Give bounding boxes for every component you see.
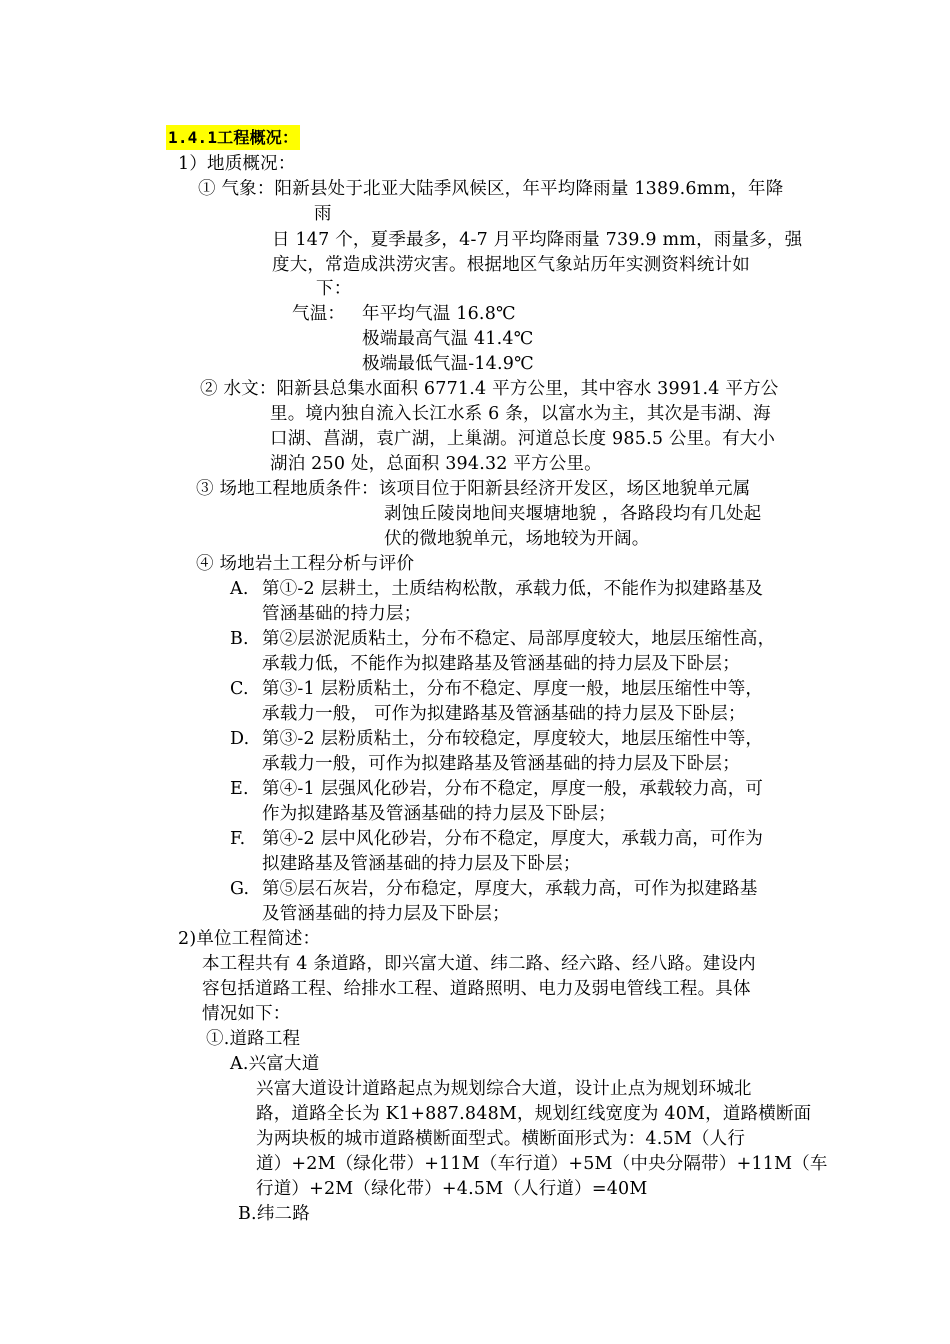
analysis-b-line-1: 第②层淤泥质粘土，分布不稳定、局部厚度较大，地层压缩性高，: [262, 629, 776, 649]
site-line-2: 剥蚀丘陵岗地间夹堰塘地貌 ，各路段均有几处起: [384, 504, 762, 524]
unit-title: 2)单位工程简述：: [178, 929, 321, 949]
hydro-line-1: ② 水文：阳新县总集水面积 6771.4 平方公里，其中容水 3991.4 平方公: [200, 379, 779, 399]
analysis-letter-b: B.: [230, 629, 249, 649]
road-a-line-2: 路，道路全长为 K1+887.848M，规划红线宽度为 40M，道路横断面: [256, 1104, 812, 1124]
road-a-line-1: 兴富大道设计道路起点为规划综合大道，设计止点为规划环城北: [256, 1079, 752, 1099]
analysis-letter-e: E.: [230, 779, 249, 799]
analysis-e-line-2: 作为拟建路基及管涵基础的持力层及下卧层；: [262, 804, 616, 824]
temperature-avg: 年平均气温 16.8℃: [362, 304, 516, 324]
analysis-d-line-2: 承载力一般，可作为拟建路基及管涵基础的持力层及下卧层；: [262, 754, 740, 774]
hydro-line-4: 湖泊 250 处，总面积 394.32 平方公里。: [270, 454, 602, 474]
temperature-max: 极端最高气温 41.4℃: [362, 329, 534, 349]
analysis-f-line-1: 第④-2 层中风化砂岩，分布不稳定，厚度大，承载力高，可作为: [262, 829, 764, 849]
temperature-min: 极端最低气温-14.9℃: [362, 354, 534, 374]
analysis-letter-d: D.: [230, 729, 250, 749]
road-a-title: A.兴富大道: [230, 1054, 320, 1074]
climate-line-3: 日 147 个，夏季最多，4-7 月平均降雨量 739.9 mm，雨量多，强: [272, 230, 803, 250]
analysis-c-line-1: 第③-1 层粉质粘土，分布不稳定、厚度一般，地层压缩性中等，: [262, 679, 764, 699]
analysis-title: ④ 场地岩土工程分析与评价: [196, 554, 415, 574]
climate-line-5: 下：: [316, 279, 352, 299]
site-line-3: 伏的微地貌单元，场地较为开阔。: [384, 529, 650, 549]
analysis-letter-a: A.: [230, 579, 249, 599]
unit-line-1: 本工程共有 4 条道路，即兴富大道、纬二路、经六路、经八路。建设内: [202, 954, 756, 974]
site-line-1: ③ 场地工程地质条件：该项目位于阳新县经济开发区，场区地貌单元属: [196, 479, 751, 499]
hydro-line-3: 口湖、菖湖，袁广湖，上巢湖。河道总长度 985.5 公里。有大小: [270, 429, 776, 449]
unit-line-2: 容包括道路工程、给排水工程、道路照明、电力及弱电管线工程。具体: [202, 979, 751, 999]
section-heading: 1.4.1工程概况：: [166, 125, 300, 150]
analysis-c-line-2: 承载力一般， 可作为拟建路基及管涵基础的持力层及下卧层；: [262, 704, 746, 724]
analysis-a-line-2: 管涵基础的持力层；: [262, 604, 422, 624]
analysis-e-line-1: 第④-1 层强风化砂岩，分布不稳定，厚度一般，承载较力高，可: [262, 779, 764, 799]
climate-line-2: 雨: [314, 204, 332, 224]
analysis-letter-c: C.: [230, 679, 249, 699]
hydro-line-2: 里。境内独自流入长江水系 6 条，以富水为主，其次是韦湖、海: [270, 404, 771, 424]
analysis-letter-f: F.: [230, 829, 246, 849]
climate-line-1: ① 气象：阳新县处于北亚大陆季风候区，年平均降雨量 1389.6mm，年降: [198, 179, 784, 199]
road-a-line-3: 为两块板的城市道路横断面型式。横断面形式为：4.5M（人行: [256, 1129, 746, 1149]
road-a-line-5: 行道）+2M（绿化带）+4.5M（人行道）=40M: [256, 1179, 648, 1199]
analysis-g-line-2: 及管涵基础的持力层及下卧层；: [262, 904, 510, 924]
road-b-title: B.纬二路: [238, 1204, 310, 1224]
road-works-title: ①.道路工程: [206, 1029, 301, 1049]
temperature-label: 气温：: [292, 304, 346, 324]
analysis-d-line-1: 第③-2 层粉质粘土，分布较稳定，厚度较大，地层压缩性中等，: [262, 729, 764, 749]
analysis-f-line-2: 拟建路基及管涵基础的持力层及下卧层；: [262, 854, 581, 874]
unit-line-3: 情况如下：: [202, 1004, 291, 1024]
analysis-a-line-1: 第①-2 层耕土，土质结构松散，承载力低，不能作为拟建路基及: [262, 579, 764, 599]
geology-title: 1）地质概况：: [178, 154, 296, 174]
analysis-g-line-1: 第⑤层石灰岩，分布稳定，厚度大，承载力高，可作为拟建路基: [262, 879, 758, 899]
analysis-b-line-2: 承载力低，不能作为拟建路基及管涵基础的持力层及下卧层；: [262, 654, 740, 674]
analysis-letter-g: G.: [230, 879, 250, 899]
climate-line-4: 度大，常造成洪涝灾害。根据地区气象站历年实测资料统计如: [272, 255, 750, 275]
road-a-line-4: 道）+2M（绿化带）+11M（车行道）+5M（中央分隔带）+11M（车: [256, 1154, 828, 1174]
